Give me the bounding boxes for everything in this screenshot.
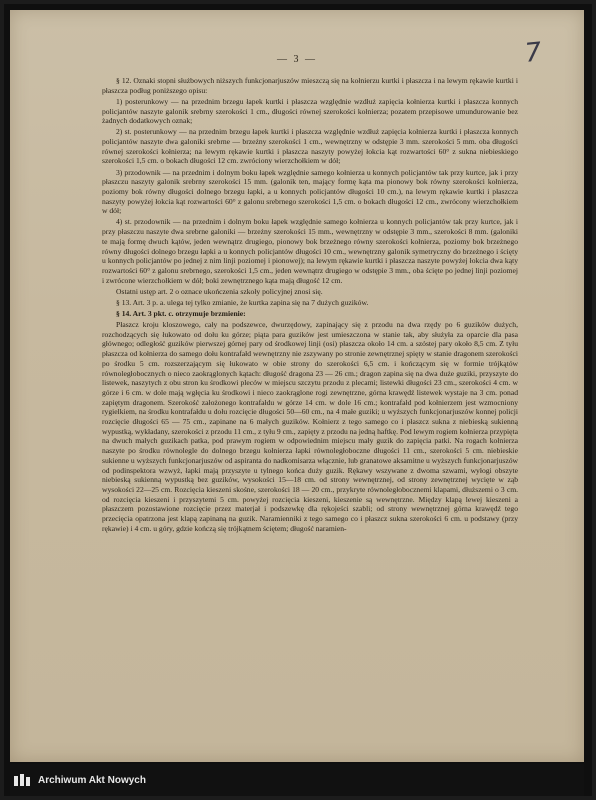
paragraph-ostatni-ustep: Ostatni ustęp art. 2 o oznace ukończenia szkoły policyjnej znosi się. [116, 286, 323, 296]
paragraph-13: § 13. Art. 3 p. a. ulega tej tylko zmianie, że kurtka zapina się na 7 dużych guzików. [116, 297, 369, 307]
paragraph-st-posterunkowy: 2) st. posterunkowy — na przednim brzegu łapek kurtki i płaszcza względnie wzdłuż zapięcia kołnierza kurtki i płaszcza konnych policjantów naszyte dwa galoniki srebrne — brzeżny szerokości 1 cm., wewnętrzny w odstępie 3 mm. szerokości 5 mm. oba długości równej szerokości kołnierza; na lewym rękawie kurtki i płaszcza naszyty powyżej łokcia kąt rozwartości 60° z sukna niebieskiego szerokości 1,5 cm. o bokach długości 12 cm. zwróciony wierzchołkiem w dół; [102, 127, 518, 166]
paragraph-posterunkowy: 1) posterunkowy — na przednim brzegu łapek kurtki i płaszcza względnie wzdłuż zapięcia kołnierza kurtki i płaszcza konnych policjantów naszyte galonik srebrny szerokości 1 cm., długości równej szerokości kołnierza; pozatem przepisowe umundurowanie bez żadnych dodatkowych oznak; [102, 96, 518, 126]
paragraph-st-przodownik: 4) st. przodownik — na przednim i dolnym boku łapek względnie samego kołnierza u konnych policjantów tak przy kurtce, jak i przy płaszczu naszyte dwa srebrne galoniki — brzeżny szerokości 15 mm., wewnętrzny w odstępie 3 mm., szerokości 8 mm. (galoniki te mają formę dwuch kątów, jeden wewnątrz drugiego, pionowy bok brzeżnego równy szerokości kołnierza, poziomy bok brzeżnego równy długości dolnego brzegu łapki a u konnych policjantów długości 10 cm., wewnętrzny galonik symetryczny do brzeżnego i ścięty u konnych policjantów po jednej z nim linji poziomej i pionowej); na lewym rękawie kurtki i płaszcza naszyte powyżej łokcia dwa kąty rozwartości 60° z galonu srebrnego, szerokości 1,5 cm., jeden wewnątrz drugiego w odstępie 3 mm., oba ścięte po jednej linji poziomej i zwrócone wierzchołkiem w dół; boki zewnętrznego kąta mają długość 12 cm. [102, 217, 518, 285]
document-page [10, 10, 584, 762]
paragraph-14-heading: § 14. Art. 3 pkt. c. otrzymuje brzmienie: [116, 308, 246, 318]
paragraph-przodownik: 3) przodownik — na przednim i dolnym boku łapek względnie samego kołnierza u konnych policjantów tak przy kurtce, jak i przy płaszczu naszyty galonik srebrny szerokości 15 mm. (galonik ten, mający formę kąta ma pionowy bok równy szerokości kołnierza, poziomy bok równy długości dolnego brzegu łapki, a u konnych policjantów długości 10 cm.), na lewym rękawie kurtki i płaszcza naszyty powyżej łokcia kąt rozwartości 60° z galonu srebrnego szerokości 1,5 cm. o bokach długości 12 cm., zwrócony wierzchołkiem w dół; [102, 167, 518, 216]
handwritten-folio-mark: 7 [523, 37, 544, 69]
archive-logo-icon [14, 774, 32, 788]
document-body [102, 76, 518, 533]
paragraph-12: § 12. Oznaki stopni służbowych niższych funkcjonarjuszów mieszczą się na kołnierzu kurtki i płaszcza i na lewym rękawie kurtki i płaszcza podług poniższego opisu: [102, 76, 518, 95]
paragraph-plaszcz: Płaszcz kroju kloszowego, cały na podszewce, dwurzędowy, zapinający się z przodu na dwa rzędy po 6 guzików dużych, rozchodzących się łukowato od dołu ku górze; piąta para guzików jest umieszczona w stanie tak, aby służyła za oparcie dla pasa głównego; odległość guzików pierwszej górnej pary od środkowej linji (osi) płaszcza około 14 cm. a szóstej pary około 8,5 cm. Z tyłu płaszcza od kołnierza do samego dołu kontrafałd wewnętrzny nie zszywany po stronie zewnętrznej spięty w stanie dragonem szerokości po środku 5 cm. rozszerzającym się łukowato w obie strony do szerokości 6,5 cm. i kończącym się w formie trójkątów równoległobocznych o nieco zaokrąglonych kątach: długość dragona 23 — 26 cm.; dragon zapina się na dwa duże guziki, przyszyte do listewek, naszytych z obu stron ku środkowi pleców w miejscu szczytu przodu z plecami; listewki długości 23 cm., szerokości 4 cm. w górze i 6 cm. w dole mają wgłęcia ku środkowi i nieco zaokrąglone rogi zewnętrzne, górna krawędź listewek wystaje na 3 cm. ponad zapiętym dragonem. Szerokość założonego kontrafałdu w górze 14 cm. w dole 16 cm.; kontrafałd pod kołnierzem jest wzmocniony rygielkiem, na środku kontrafałdu u dołu rozcięcie długości 50—60 cm., na 4 małe guziki; u wyższych funkcjonarjuszów konnej policji rozcięcie długości 65 — 75 cm., zapinane na 6 małych guzików. Kołnierz z tego samego co i płaszcz sukna z niebieską sukienną wypustką, wykładany, szerokości z przodu 11 cm., z tyłu 9 cm., zapięty z przodu na jedną haftkę. Pod lewym rogiem kołnierza przypięta na dwuch małych guzikach patka, pod prawym rogiem w odpowiednim miejscu mały guzik do zapięcia patki. Na rogach kołnierza naszyte po środku równolegle do dolnego brzegu kołnierza łapki równoległoboczne długości 11 cm., szerokości 5 cm. niebieskie sukienne u wyższych funkcjonarjuszów od aspiranta do nadkomisarza włącznie, lub granatowe aksamitne u wyższych funkcjonarjuszów od podinspektora wzwyż, łapki mają przyszyte u tylnego końca duży guzik. Rękawy wszywane z dwoma szwami, wyłogi obszyte niebieską sukienną wypustką bez guzików, wysokości 15—18 cm. od strony wewnętrznej, od strony zewnętrznej wycięte w ząb wysokości 22—25 cm. Rozcięcia kieszeni skośne, szerokości 18 — 20 cm., przykryte równoległobocznemi klapami, dłuższemi o 3 cm. od rozcięcia kieszeni i przyszytemi 5 cm. powyżej rozcięcia kieszeni, kieszenie są wewnętrzne. Między klapą lewej kieszeni a płaszczem pozostawione rozcięcie przez materjał i podszewkę dla rękojeści szabli; od strony wewnętrznej górna krawędź tego przecięcia opatrzona jest klapą zapinaną na guzik. Naramienniki z tego samego co i płaszcz sukna szerokości 6 cm. u podstawy (przy rękawie) i 4 cm. u góry, gdzie kończą się trójkątnem ściętem; długość naramien- [102, 320, 518, 533]
page-number: — 3 — [277, 54, 317, 65]
archive-name: Archiwum Akt Nowych [38, 775, 146, 786]
